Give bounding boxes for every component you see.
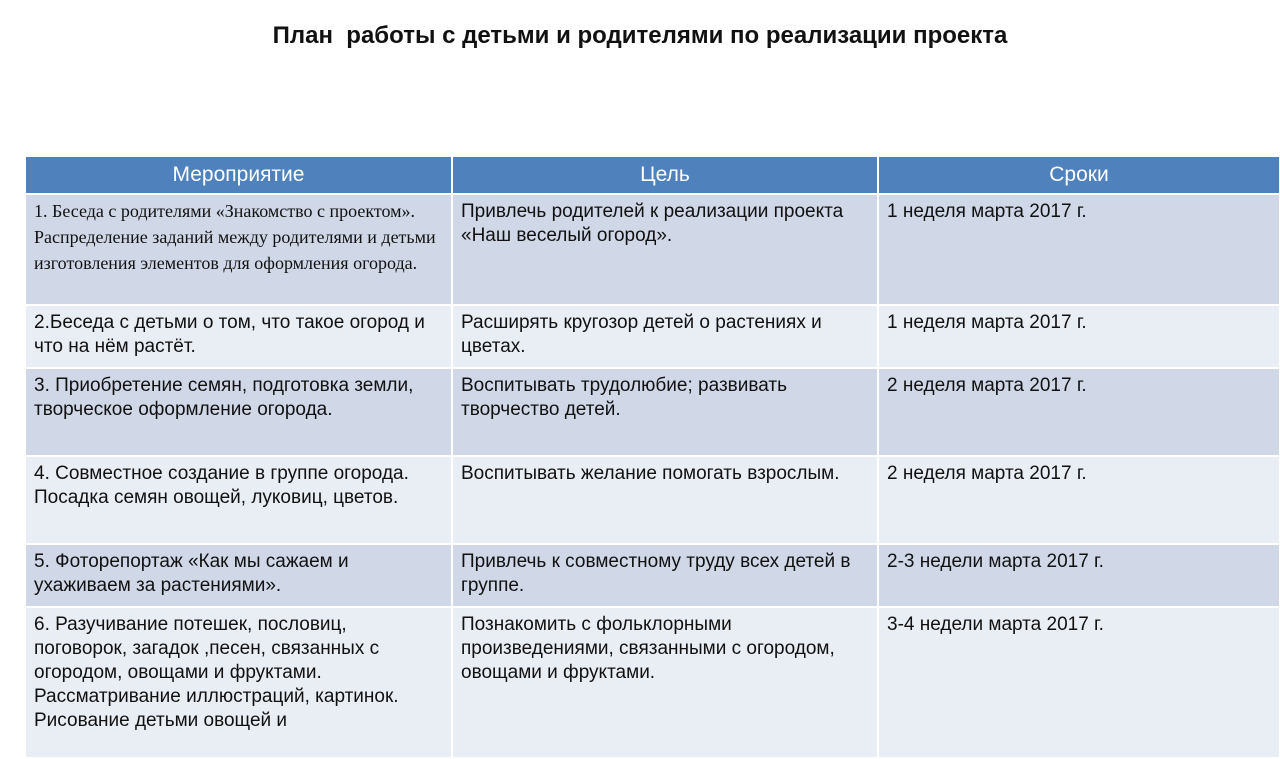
goal-cell: Познакомить с фольклорными произведениями, связанными с огородом, овощами и фруктами. [452, 607, 878, 758]
column-header-event: Мероприятие [26, 157, 452, 194]
event-cell: 6. Разучивание потешек, пословиц, поговорок, загадок ,песен, связанных с огородом, овощами и фруктами. Рассматривание иллюстраций, картинок. Рисование детьми овощей и [26, 607, 452, 758]
goal-cell: Воспитывать желание помогать взрослым. [452, 456, 878, 544]
event-cell: 3. Приобретение семян, подготовка земли, творческое оформление огорода. [26, 368, 452, 456]
column-header-term: Сроки [878, 157, 1280, 194]
table-row [26, 368, 1280, 456]
table-header-row [26, 157, 1280, 194]
term-cell: 2 неделя марта 2017 г. [878, 368, 1280, 456]
term-cell: 2 неделя марта 2017 г. [878, 456, 1280, 544]
event-cell: 1. Беседа с родителями «Знакомство с проектом». Распределение заданий между родителями и детьми изготовления элементов для оформления огорода. [26, 194, 452, 305]
table-row [26, 456, 1280, 544]
event-cell: 4. Совместное создание в группе огорода. Посадка семян овощей, луковиц, цветов. [26, 456, 452, 544]
goal-cell: Привлечь к совместному труду всех детей в группе. [452, 544, 878, 607]
column-header-goal: Цель [452, 157, 878, 194]
plan-table [26, 157, 1280, 759]
table-row [26, 194, 1280, 305]
table-row [26, 305, 1280, 368]
table-row [26, 607, 1280, 758]
page-title: План работы с детьми и родителями по реализации проекта [272, 22, 1008, 49]
table-row [26, 544, 1280, 607]
term-cell: 2-3 недели марта 2017 г. [878, 544, 1280, 607]
goal-cell: Расширять кругозор детей о растениях и цветах. [452, 305, 878, 368]
goal-cell: Воспитывать трудолюбие; развивать творчество детей. [452, 368, 878, 456]
term-cell: 1 неделя марта 2017 г. [878, 194, 1280, 305]
goal-cell: Привлечь родителей к реализации проекта «Наш веселый огород». [452, 194, 878, 305]
term-cell: 1 неделя марта 2017 г. [878, 305, 1280, 368]
term-cell: 3-4 недели марта 2017 г. [878, 607, 1280, 758]
event-cell: 2.Беседа с детьми о том, что такое огород и что на нём растёт. [26, 305, 452, 368]
event-cell: 5. Фоторепортаж «Как мы сажаем и ухаживаем за растениями». [26, 544, 452, 607]
